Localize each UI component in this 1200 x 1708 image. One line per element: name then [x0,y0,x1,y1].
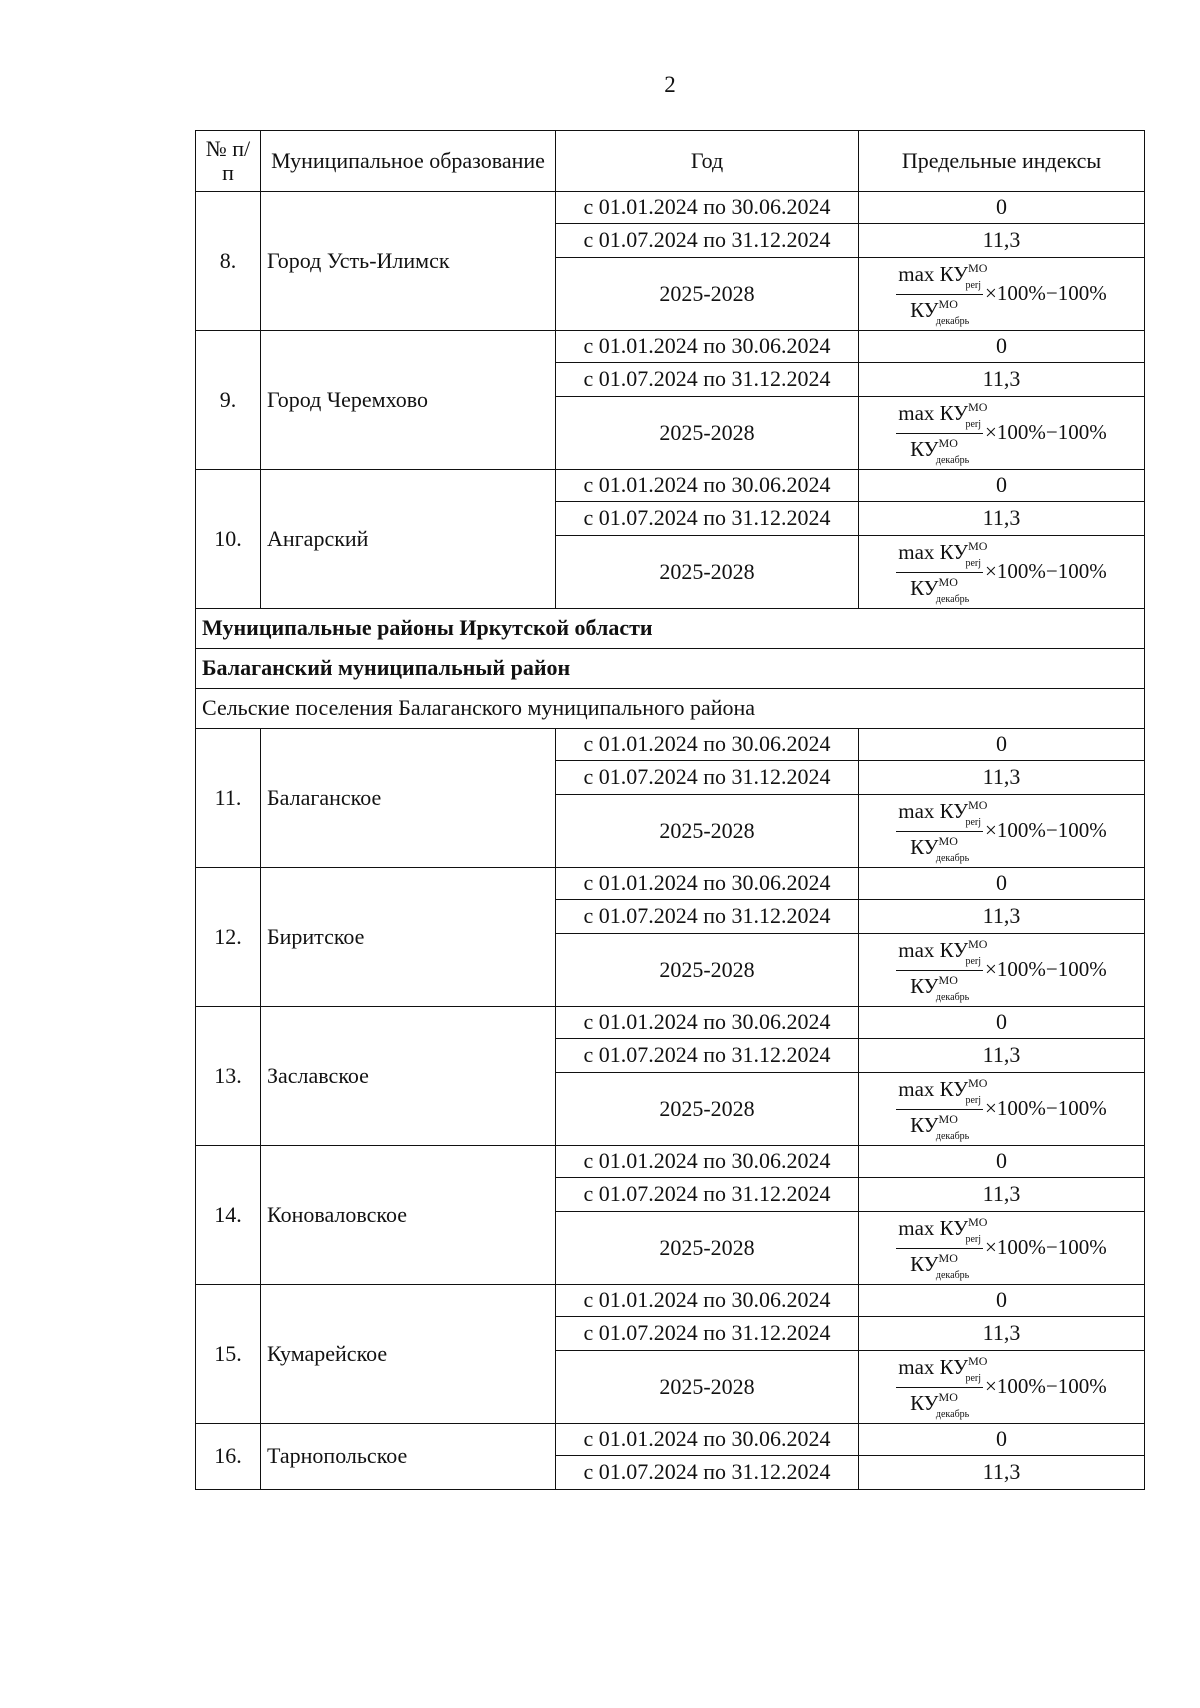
formula-den-label: КУ [910,1251,939,1276]
section-heading-district: Балаганский муниципальный район [196,649,1145,689]
index-formula [896,938,1106,1003]
formula-superscript: МО [968,1214,988,1229]
formula-fraction [896,399,988,466]
header-num: № п/п [196,131,261,192]
index-value [859,397,1145,470]
formula-subscript: декабрь [935,852,970,864]
formula-superscript: МО [938,1111,958,1126]
period-cell: с 01.01.2024 по 30.06.2024 [556,192,859,224]
formula-superscript: МО [938,435,958,450]
formula-max-label: max КУ [898,1354,969,1379]
period-cell: с 01.01.2024 по 30.06.2024 [556,331,859,363]
table-row [196,729,1145,761]
formula-denominator [908,573,971,605]
formula-den-label: КУ [910,1112,939,1137]
index-value [859,536,1145,609]
formula-superscript: МО [938,296,958,311]
period-cell: 2025-2028 [556,1351,859,1424]
formula-fraction [896,1353,988,1420]
index-formula [896,1077,1106,1142]
formula-subscript: perj [965,557,982,569]
index-formula [896,540,1106,605]
formula-superscript: МО [938,1250,958,1265]
formula-max-label: max КУ [898,798,969,823]
table-row [196,1146,1145,1178]
municipality-name: Заславское [261,1007,556,1146]
row-number: 9. [196,331,261,470]
formula-denominator [908,1249,971,1281]
formula-superscript: МО [938,972,958,987]
period-cell: 2025-2028 [556,1073,859,1146]
formula-superscript: МО [938,1389,958,1404]
formula-denominator [908,1110,971,1142]
municipality-name: Балаганское [261,729,556,868]
period-cell: с 01.07.2024 по 31.12.2024 [556,363,859,397]
formula-numerator [896,260,988,295]
formula-numerator [896,1075,988,1110]
formula-subscript: perj [965,1094,982,1106]
formula-tail: ×100%−100% [985,281,1107,306]
formula-tail: ×100%−100% [985,1374,1107,1399]
formula-superscript: МО [968,1075,988,1090]
formula-tail: ×100%−100% [985,1235,1107,1260]
formula-denominator [908,1388,971,1420]
index-value: 0 [859,1424,1145,1456]
formula-numerator [896,797,988,832]
row-number: 15. [196,1285,261,1424]
period-cell: с 01.07.2024 по 31.12.2024 [556,224,859,258]
municipality-name: Тарнопольское [261,1424,556,1490]
row-number: 11. [196,729,261,868]
formula-denominator [908,434,971,466]
period-cell: с 01.07.2024 по 31.12.2024 [556,1178,859,1212]
formula-den-label: КУ [910,1390,939,1415]
table-row [196,192,1145,224]
municipality-name: Биритское [261,868,556,1007]
formula-fraction [896,1214,988,1281]
index-value: 0 [859,331,1145,363]
formula-subscript: perj [965,955,982,967]
formula-tail: ×100%−100% [985,957,1107,982]
formula-fraction [896,936,988,1003]
formula-subscript: декабрь [935,1130,970,1142]
formula-superscript: МО [968,936,988,951]
formula-den-label: КУ [910,297,939,322]
row-number: 16. [196,1424,261,1490]
period-cell: с 01.01.2024 по 30.06.2024 [556,868,859,900]
period-cell: с 01.01.2024 по 30.06.2024 [556,470,859,502]
row-number: 8. [196,192,261,331]
index-value: 0 [859,1007,1145,1039]
formula-den-label: КУ [910,834,939,859]
header-year: Год [556,131,859,192]
formula-numerator [896,936,988,971]
header-index: Предельные индексы [859,131,1145,192]
municipality-name: Город Черемхово [261,331,556,470]
table-body-bottom [196,729,1145,1490]
table-row [196,868,1145,900]
formula-fraction [896,538,988,605]
table-row [196,470,1145,502]
page-number: 2 [664,72,676,97]
index-value: 11,3 [859,1039,1145,1073]
index-formula [896,401,1106,466]
index-formula [896,1355,1106,1420]
section-heading-settlements: Сельские поселения Балаганского муниципального района [196,689,1145,729]
period-cell: 2025-2028 [556,795,859,868]
formula-subscript: perj [965,1233,982,1245]
index-value: 11,3 [859,900,1145,934]
formula-subscript: декабрь [935,454,970,466]
formula-subscript: perj [965,1372,982,1384]
formula-superscript: МО [968,1353,988,1368]
row-number: 14. [196,1146,261,1285]
period-cell: с 01.01.2024 по 30.06.2024 [556,729,859,761]
formula-superscript: МО [968,399,988,414]
formula-max-label: max КУ [898,937,969,962]
index-value: 11,3 [859,502,1145,536]
index-value: 0 [859,1285,1145,1317]
formula-fraction [896,797,988,864]
period-cell: с 01.01.2024 по 30.06.2024 [556,1146,859,1178]
formula-max-label: max КУ [898,1076,969,1101]
formula-subscript: декабрь [935,1269,970,1281]
row-number: 10. [196,470,261,609]
period-cell: 2025-2028 [556,397,859,470]
formula-subscript: perj [965,279,982,291]
period-cell: с 01.07.2024 по 31.12.2024 [556,900,859,934]
index-value: 0 [859,192,1145,224]
index-value [859,1073,1145,1146]
period-cell: с 01.07.2024 по 31.12.2024 [556,761,859,795]
index-formula [896,799,1106,864]
index-value: 11,3 [859,1317,1145,1351]
formula-tail: ×100%−100% [985,1096,1107,1121]
municipality-name: Ангарский [261,470,556,609]
municipality-name: Город Усть-Илимск [261,192,556,331]
index-value: 0 [859,470,1145,502]
section-heading-regions: Муниципальные районы Иркутской области [196,609,1145,649]
period-cell: 2025-2028 [556,258,859,331]
index-formula [896,262,1106,327]
formula-denominator [908,295,971,327]
index-value: 11,3 [859,1178,1145,1212]
header-municipality: Муниципальное образование [261,131,556,192]
table-body-top [196,192,1145,609]
formula-denominator [908,971,971,1003]
period-cell: 2025-2028 [556,1212,859,1285]
formula-den-label: КУ [910,436,939,461]
formula-max-label: max КУ [898,1215,969,1240]
municipality-name: Коноваловское [261,1146,556,1285]
formula-fraction [896,260,988,327]
period-cell: 2025-2028 [556,934,859,1007]
index-value [859,258,1145,331]
formula-den-label: КУ [910,973,939,998]
formula-tail: ×100%−100% [985,420,1107,445]
index-value [859,1351,1145,1424]
index-value [859,795,1145,868]
formula-numerator [896,1353,988,1388]
table-row [196,331,1145,363]
formula-superscript: МО [938,833,958,848]
formula-max-label: max КУ [898,539,969,564]
table-row [196,1285,1145,1317]
index-value: 0 [859,1146,1145,1178]
formula-subscript: perj [965,816,982,828]
period-cell: 2025-2028 [556,536,859,609]
index-value: 11,3 [859,224,1145,258]
period-cell: с 01.07.2024 по 31.12.2024 [556,1039,859,1073]
index-value: 11,3 [859,363,1145,397]
formula-superscript: МО [968,260,988,275]
formula-superscript: МО [938,574,958,589]
formula-numerator [896,399,988,434]
index-value [859,934,1145,1007]
formula-tail: ×100%−100% [985,559,1107,584]
formula-subscript: декабрь [935,1408,970,1420]
formula-den-label: КУ [910,575,939,600]
formula-subscript: декабрь [935,991,970,1003]
formula-subscript: perj [965,418,982,430]
formula-subscript: декабрь [935,593,970,605]
table-row [196,1424,1145,1456]
row-number: 12. [196,868,261,1007]
index-value: 0 [859,868,1145,900]
index-value: 11,3 [859,761,1145,795]
formula-max-label: max КУ [898,400,969,425]
formula-fraction [896,1075,988,1142]
period-cell: с 01.07.2024 по 31.12.2024 [556,1317,859,1351]
table-row [196,1007,1145,1039]
formula-superscript: МО [968,538,988,553]
formula-numerator [896,1214,988,1249]
formula-numerator [896,538,988,573]
index-value [859,1212,1145,1285]
index-formula [896,1216,1106,1281]
index-table [195,130,1145,1490]
row-number: 13. [196,1007,261,1146]
period-cell: с 01.01.2024 по 30.06.2024 [556,1285,859,1317]
formula-tail: ×100%−100% [985,818,1107,843]
period-cell: с 01.01.2024 по 30.06.2024 [556,1424,859,1456]
period-cell: с 01.01.2024 по 30.06.2024 [556,1007,859,1039]
index-value: 0 [859,729,1145,761]
period-cell: с 01.07.2024 по 31.12.2024 [556,1456,859,1490]
formula-superscript: МО [968,797,988,812]
municipality-name: Кумарейское [261,1285,556,1424]
formula-denominator [908,832,971,864]
period-cell: с 01.07.2024 по 31.12.2024 [556,502,859,536]
section-rows [196,609,1145,729]
formula-max-label: max КУ [898,261,969,286]
index-value: 11,3 [859,1456,1145,1490]
formula-subscript: декабрь [935,315,970,327]
